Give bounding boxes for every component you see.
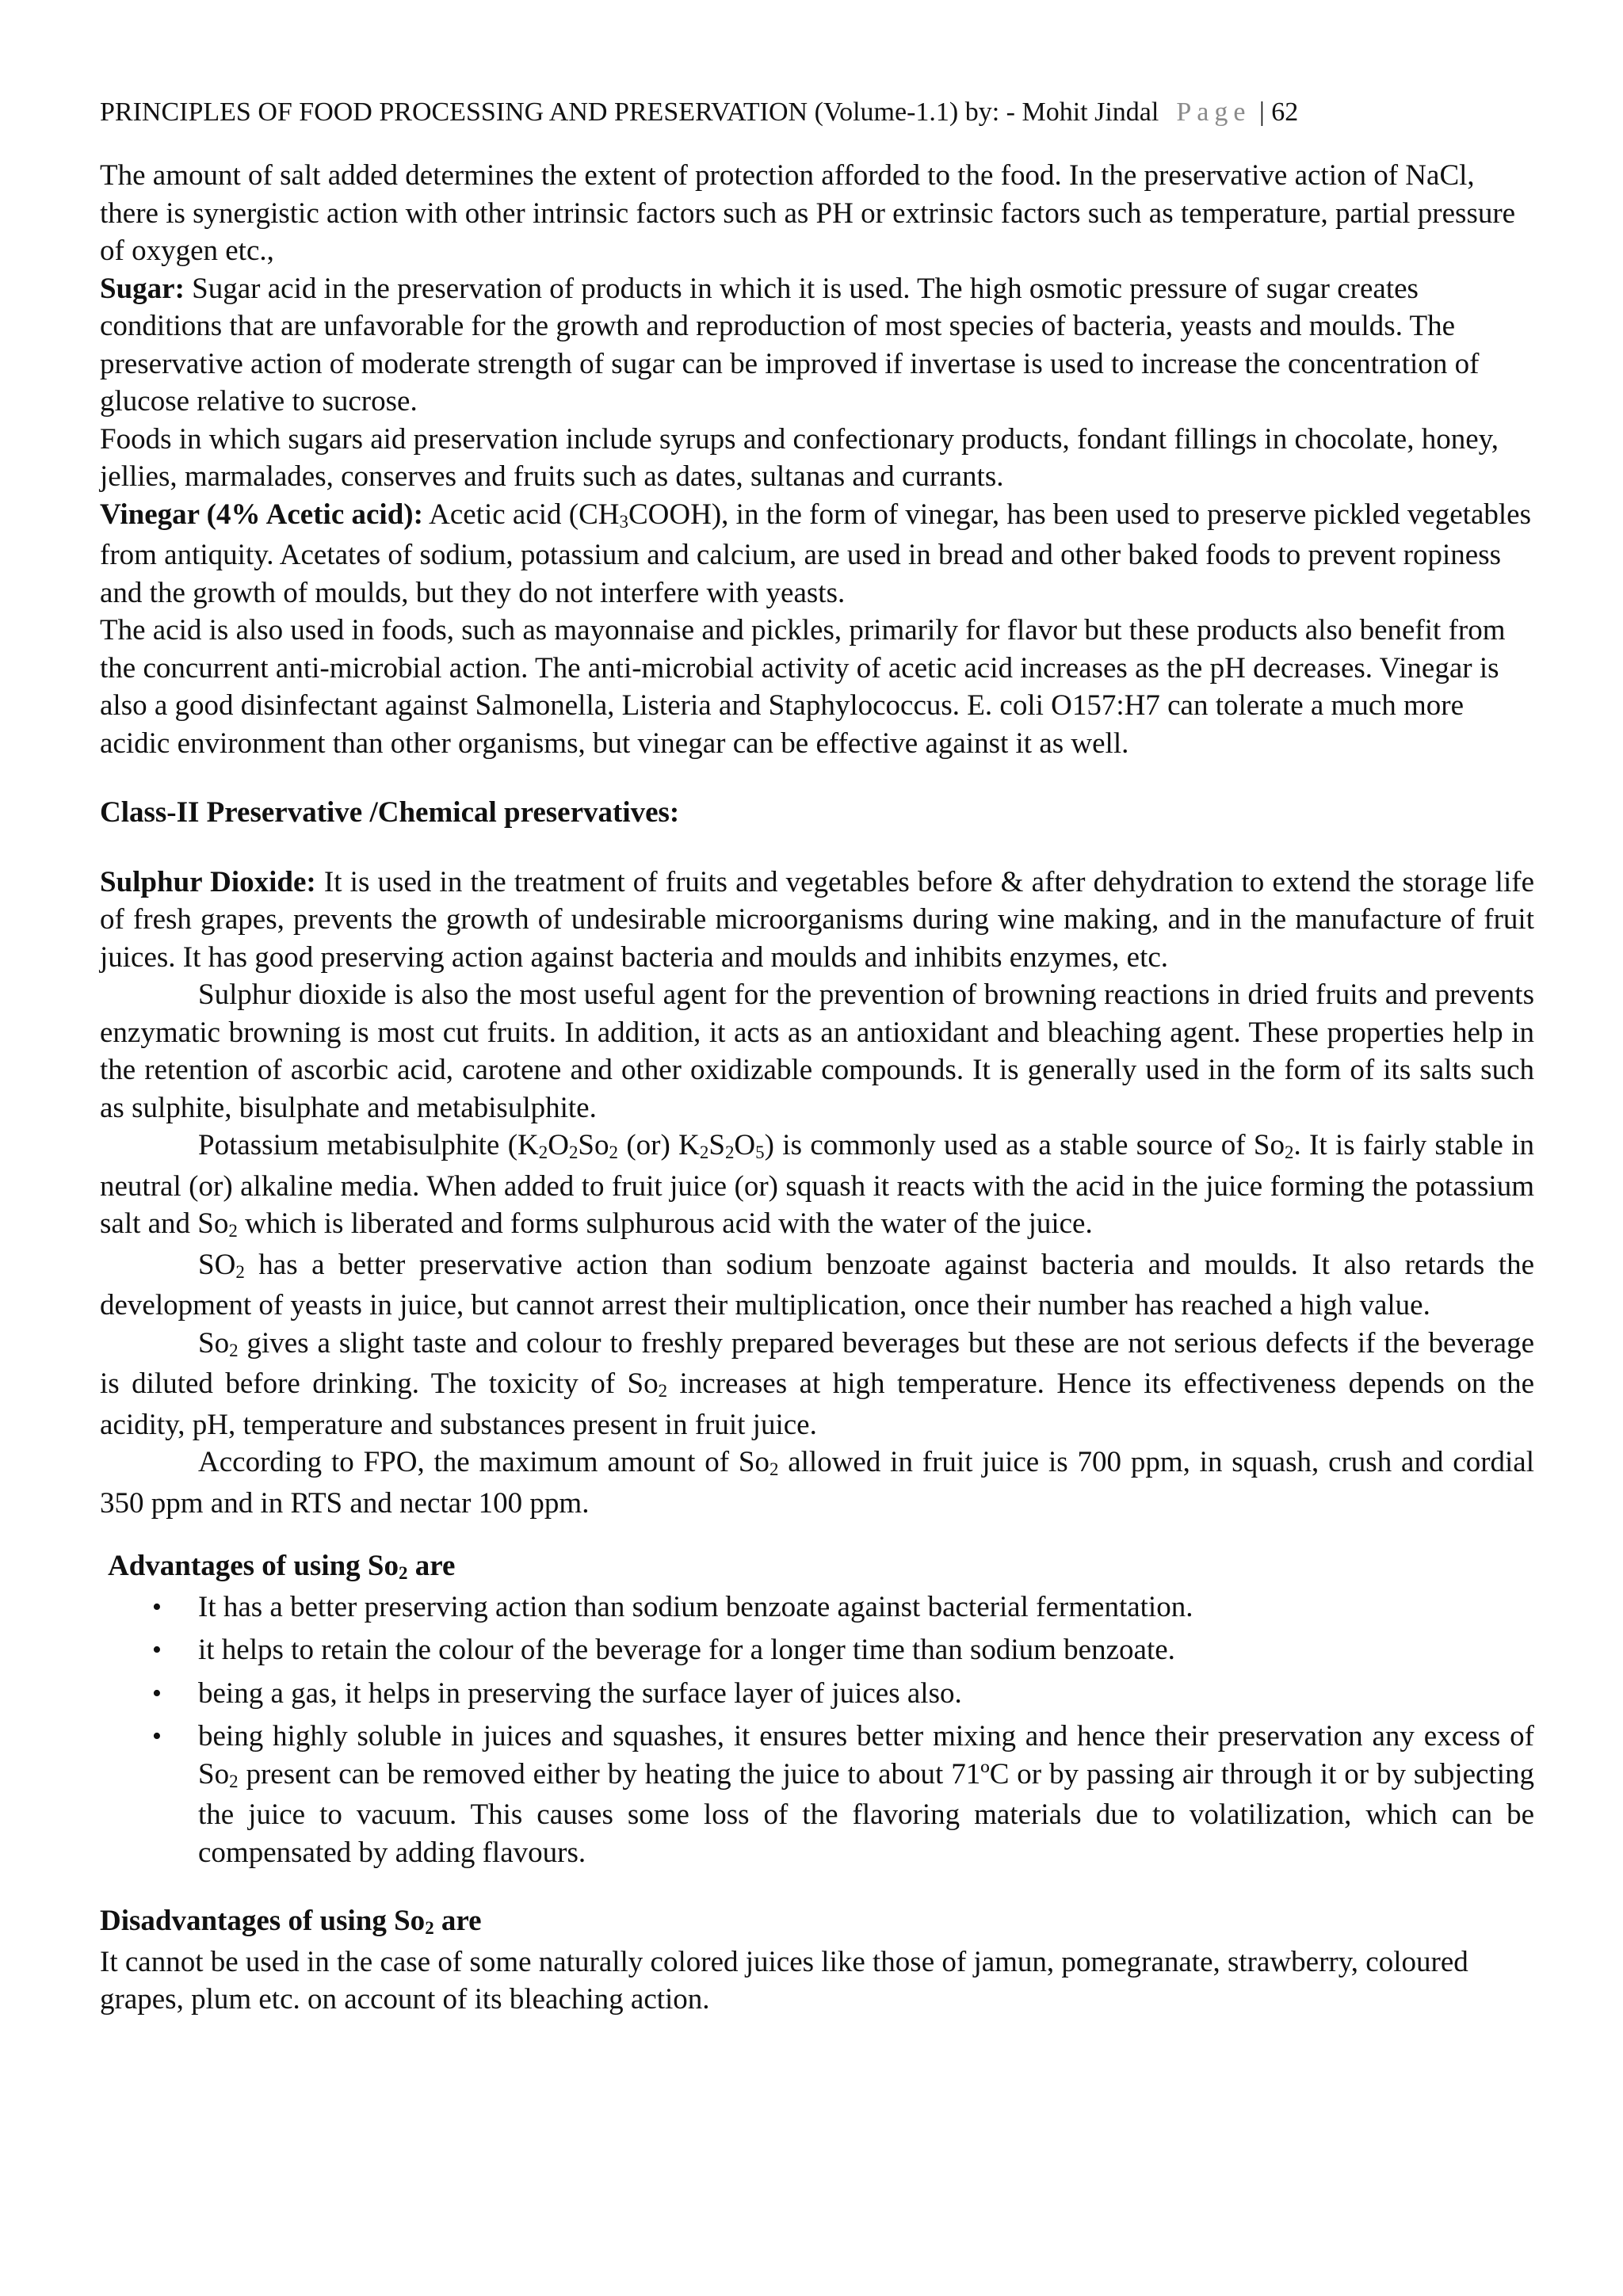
subscript: 5 [755, 1142, 765, 1163]
subscript: 2 [229, 1771, 239, 1791]
heading-text: Advantages of using So [108, 1550, 399, 1582]
sugar-text: Sugar acid in the preservation of products in which it is used. The high osmotic pressure of sugar creates conditions that are unfavorable for the growth and reproduction of most species of bacteria, yeasts and moulds. The preservative action of moderate strength of sugar can be improved if invertase is used to increase the concentration of glucose relative to sucrose. [100, 272, 1480, 418]
text-run: gives a slight taste and colour to freshly prepared beverages but these are not serious defects if the beverage is diluted before drinking. The toxicity of So [100, 1326, 1534, 1400]
text-run: O [734, 1129, 756, 1161]
subscript: 3 [619, 511, 628, 532]
spacer [100, 832, 1534, 864]
text-run: SO [198, 1248, 236, 1281]
list-item-text: being a gas, it helps in preserving the surface layer of juices also. [198, 1676, 962, 1710]
heading-class-ii: Class-II Preservative /Chemical preservatives: [100, 796, 680, 829]
text-run: (or) K [617, 1129, 700, 1161]
header-page-label: Page [1176, 97, 1251, 127]
subscript: 2 [235, 1261, 245, 1282]
header-page-number: 62 [1271, 97, 1299, 127]
text-run: ) is commonly used as a stable source of So [764, 1129, 1285, 1161]
sulphur-dioxide-text: It is used in the treatment of fruits and vegetables before & after dehydration to extend the storage life of fresh grapes, prevents the growth of undesirable microorganisms during wine making, and in the manufacture of fruit juices. It has good preserving action against bacteria and moulds and inhibits enzymes, etc. [100, 865, 1534, 974]
paragraph-salt: The amount of salt added determines the extent of protection afforded to the food. In the preservative action of NaCl, there is synergistic action with other intrinsic factors such as PH or extrinsic factors such as temperature, partial pressure of oxygen etc., [100, 159, 1516, 267]
paragraph-so2-vs-benzoate [100, 1246, 1534, 1325]
heading-text: Disadvantages of using So [100, 1905, 426, 1937]
text-run: S [708, 1129, 725, 1161]
heading-text: are [433, 1905, 482, 1937]
term-vinegar: Vinegar (4% Acetic acid): [100, 498, 423, 531]
paragraph-sugar-foods: Foods in which sugars aid preservation include syrups and confectionary products, fondant fillings in chocolate, honey, jellies, marmalades, conserves and fruits such as dates, sultanas and currants. [100, 422, 1499, 493]
subscript: 2 [538, 1142, 548, 1163]
list-item [100, 1631, 1534, 1669]
vinegar-text: Acetic acid (CH [422, 498, 620, 531]
text-run: which is liberated and forms sulphurous acid with the water of the juice. [237, 1207, 1093, 1240]
subscript: 2 [609, 1142, 618, 1163]
header-title: PRINCIPLES OF FOOD PROCESSING AND PRESERVATION (Volume-1.1) by: - Mohit Jindal [100, 97, 1159, 127]
list-item-text: it helps to retain the colour of the beverage for a longer time than sodium benzoate. [198, 1634, 1175, 1666]
paragraph-fpo-limits [100, 1444, 1534, 1522]
subscript: 2 [724, 1142, 735, 1163]
spacer [100, 762, 1534, 794]
subscript: 2 [229, 1340, 239, 1360]
header-page-separator: | [1258, 97, 1265, 127]
subscript: 2 [399, 1563, 408, 1584]
heading-text: are [407, 1550, 456, 1582]
paragraph-sugar [100, 270, 1534, 421]
term-sulphur-dioxide: Sulphur Dioxide: [100, 865, 316, 898]
text-run: So [198, 1326, 230, 1360]
paragraph-browning: Sulphur dioxide is also the most useful agent for the prevention of browning reactions in dried fruits and prevents enzymatic browning is most cut fruits. In addition, it acts as an antioxidant and bleaching agent. These properties help in the retention of ascorbic acid, carotene and other oxidizable compounds. It is generally used in the form of its salts such as sulphite, bisulphate and metabisulphite. [100, 978, 1534, 1124]
subscript: 2 [769, 1459, 779, 1480]
text-run: So [578, 1129, 609, 1161]
subscript: 2 [658, 1381, 668, 1402]
running-header [100, 95, 1534, 130]
subscript: 2 [228, 1221, 238, 1241]
subscript: 2 [1284, 1142, 1294, 1163]
text-run: O [548, 1129, 569, 1161]
list-item-text: present can be removed either by heating the juice to about 71ºC or by passing air through it or by subjecting the juice to vacuum. This causes some loss of the flavoring materials due to volatilization, which can be compensated by adding flavours. [198, 1757, 1534, 1869]
text-run: Potassium metabisulphite (K [198, 1129, 539, 1161]
list-item [100, 1675, 1534, 1713]
text-run: increases at high temperature. Hence its effectiveness depends on the acidity, pH, temperature and substances present in fruit juice. [100, 1367, 1535, 1441]
subscript: 2 [568, 1142, 579, 1163]
term-sugar: Sugar: [100, 272, 185, 305]
vinegar-text: COOH), in the form of vinegar, has been used to preserve pickled vegetables from antiquity. Acetates of sodium, potassium and calcium, are used in bread and other baked foods to prevent ropiness and the growth of moulds, but they do not interfere with yeasts. [100, 498, 1531, 609]
heading-disadvantages [100, 1902, 1534, 1943]
subscript: 2 [425, 1918, 434, 1939]
bullet-icon: • [152, 1635, 162, 1665]
paragraph-acetic-acid: The acid is also used in foods, such as mayonnaise and pickles, primarily for flavor but these products also benefit from the concurrent anti-microbial action. The anti-microbial activity of acetic acid increases as the pH decreases. Vinegar is also a good disinfectant against Salmonella, Listeria and Staphylococcus. E. coli O157:H7 can tolerate a much more acidic environment than other organisms, but vinegar can be effective against it as well. [100, 614, 1506, 760]
paragraph-vinegar [100, 496, 1534, 612]
paragraph-sulphur-dioxide [100, 864, 1534, 977]
list-item [100, 1589, 1534, 1627]
paragraph-taste-toxicity [100, 1325, 1534, 1444]
heading-advantages [100, 1547, 1534, 1589]
text-run: According to FPO, the maximum amount of So [198, 1446, 769, 1478]
paragraph-disadvantages: It cannot be used in the case of some naturally colored juices like those of jamun, pomegranate, strawberry, coloured grapes, plum etc. on account of its bleaching action. [100, 1945, 1468, 2016]
subscript: 2 [699, 1142, 709, 1163]
spacer [100, 1877, 1534, 1902]
text-run: . It is fairly stable in neutral (or) alkaline media. When added to fruit juice (or) squash it reacts with the acid in the juice forming the potassium salt and So [100, 1129, 1534, 1240]
advantages-list [100, 1589, 1534, 1872]
text-run: has a better preservative action than sodium benzoate against bacteria and moulds. It also retards the development of yeasts in juice, but cannot arrest their multiplication, once their number has reached a high value. [100, 1248, 1534, 1322]
document-page [100, 95, 1534, 2019]
bullet-icon: • [152, 1592, 162, 1622]
list-item-text: being highly soluble in juices and squashes, it ensures better mixing and hence their preservation any excess of So [198, 1720, 1534, 1791]
list-item-text: It has a better preserving action than sodium benzoate against bacterial fermentation. [198, 1590, 1193, 1623]
paragraph-potassium-metabisulphite [100, 1127, 1534, 1246]
spacer [100, 1522, 1534, 1547]
text-run: allowed in fruit juice is 700 ppm, in squash, crush and cordial 350 ppm and in RTS and nectar 100 ppm. [100, 1446, 1534, 1520]
bullet-icon: • [152, 1722, 162, 1751]
bullet-icon: • [152, 1678, 162, 1708]
list-item [100, 1718, 1534, 1871]
